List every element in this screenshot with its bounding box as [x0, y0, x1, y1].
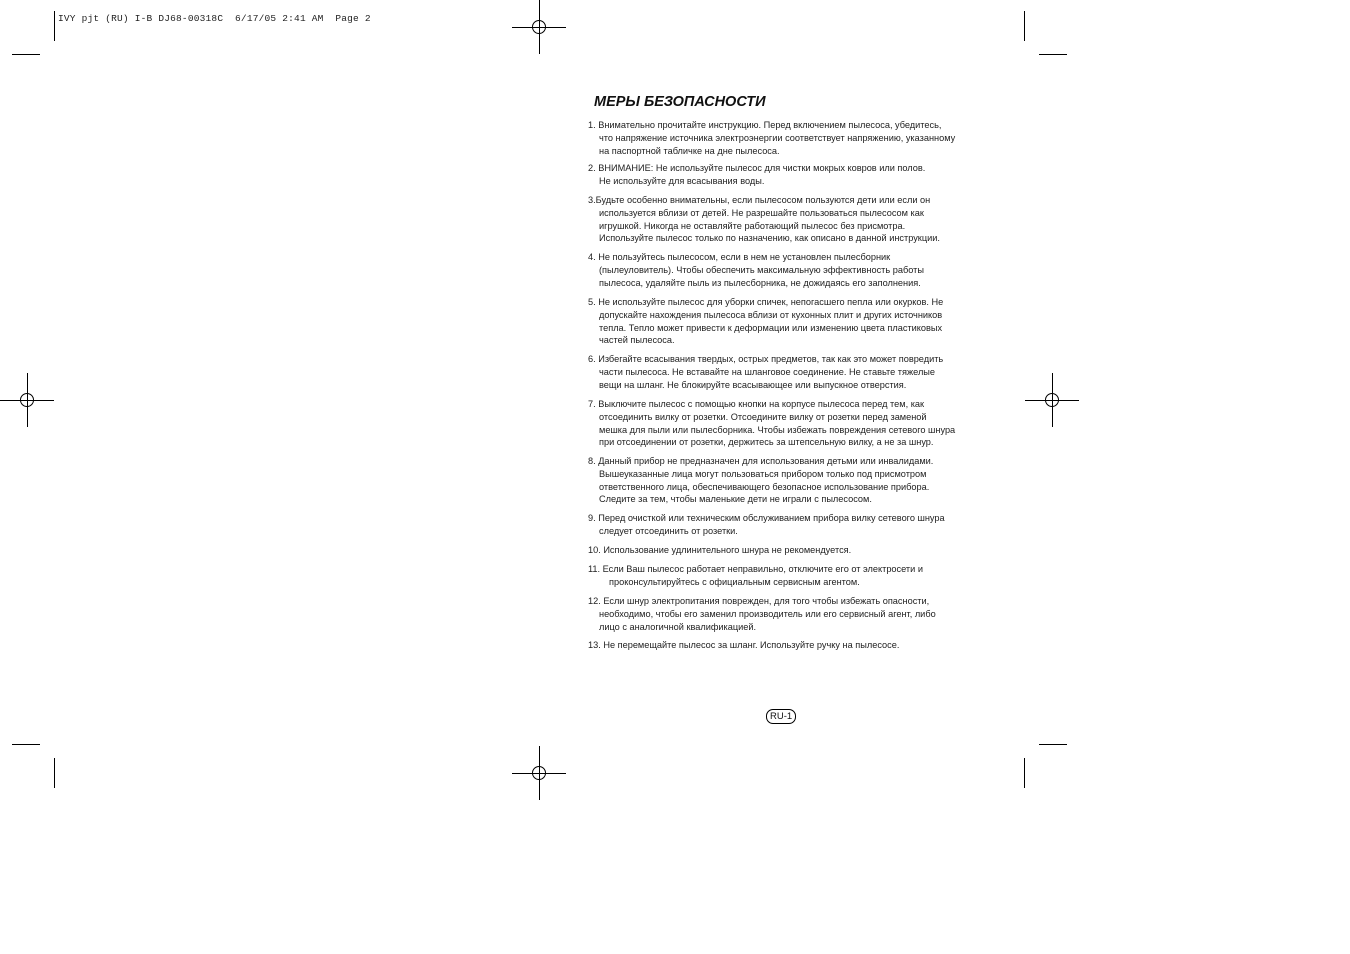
item-line: мешка для пыли или пылесборника. Чтобы избежать повреждения сетевого шнура [599, 424, 956, 435]
list-item [588, 251, 988, 289]
registration-mark-left [0, 373, 54, 427]
item-line: 9. Перед очисткой или техническим обслуживанием прибора вилку сетевого шнура [588, 513, 945, 523]
item-line: 7. Выключите пылесос с помощью кнопки на корпусе пылесоса перед тем, как [588, 399, 925, 409]
item-line: Не используйте для всасывания воды. [599, 175, 765, 186]
item-line: Используйте пылесос только по назначению, как описано в данной инструкции. [599, 233, 940, 244]
list-item [588, 162, 988, 188]
crop-mark [54, 11, 55, 41]
item-line: проконсультируйтесь с официальным сервисным агентом. [609, 576, 860, 587]
list-item [588, 512, 988, 538]
item-line: Вышеуказанные лица могут пользоваться прибором только под присмотром [599, 468, 927, 479]
item-line: 13. Не перемещайте пылесос за шланг. Используйте ручку на пылесосе. [588, 640, 900, 650]
crop-mark [1039, 54, 1067, 55]
list-item [588, 194, 988, 245]
item-line: вещи на шланг. Не блокируйте всасывающее или выпускное отверстия. [599, 379, 907, 390]
item-line: 3.Будьте особенно внимательны, если пылесосом пользуются дети или если он [588, 195, 931, 205]
item-line: Следите за тем, чтобы маленькие дети не играли с пылесосом. [599, 494, 872, 505]
item-line: отсоединить вилку от розетки. Отсоедините вилку от розетки перед заменой [599, 411, 927, 422]
item-line: тепла. Тепло может привести к деформации или изменению цвета пластиковых [599, 322, 943, 333]
item-line: частей пылесоса. [599, 335, 675, 346]
list-item [588, 544, 988, 557]
item-line: 2. ВНИМАНИЕ: Не используйте пылесос для чистки мокрых ковров или полов. [588, 163, 926, 173]
item-line: пылесоса, удаляйте пыль из пылесборника, не дожидаясь его заполнения. [599, 277, 921, 288]
page-title: МЕРЫ БЕЗОПАСНОСТИ [594, 94, 766, 110]
crop-mark [1039, 744, 1067, 745]
item-line: игрушкой. Никогда не оставляйте работающий пылесос без присмотра. [599, 220, 906, 231]
page-number-badge: RU-1 [766, 709, 796, 724]
item-line: 8. Данный прибор не предназначен для использования детьми или инвалидами. [588, 456, 934, 466]
item-line: части пылесоса. Не вставайте на шланговое соединение. Не ставьте тяжелые [599, 366, 936, 377]
list-item [588, 595, 988, 633]
crop-mark [1024, 11, 1025, 41]
list-item [588, 639, 988, 652]
registration-mark-bottom [512, 746, 566, 800]
item-line: следует отсоединить от розетки. [599, 525, 738, 536]
item-line: необходимо, чтобы его заменил производитель или его сервисный агент, либо [599, 608, 936, 619]
item-line: допускайте нахождения пылесоса вблизи от кухонных плит и других источников [599, 309, 943, 320]
item-line: на паспортной табличке на дне пылесоса. [599, 145, 780, 156]
list-item [588, 119, 988, 157]
item-line: 5. Не используйте пылесос для уборки спичек, непогасшего пепла или окурков. Не [588, 297, 944, 307]
item-line: при отсоединении от розетки, держитесь за штепсельную вилку, а не за шнур. [599, 437, 934, 448]
registration-mark-top [512, 0, 566, 54]
list-item [588, 563, 988, 589]
registration-mark-right [1025, 373, 1079, 427]
list-item [588, 398, 988, 449]
item-line: (пылеуловитель). Чтобы обеспечить максимальную эффективность работы [599, 264, 924, 275]
item-line: 12. Если шнур электропитания поврежден, для того чтобы избежать опасности, [588, 596, 930, 606]
item-line: 1. Внимательно прочитайте инструкцию. Перед включением пылесоса, убедитесь, [588, 120, 942, 130]
item-line: что напряжение источника электроэнергии соответствует напряжению, указанному [599, 132, 956, 143]
item-line: используется вблизи от детей. Не разрешайте пользоваться пылесосом как [599, 207, 924, 218]
crop-mark [54, 758, 55, 788]
crop-mark [12, 744, 40, 745]
print-slug-line: IVY pjt (RU) I-B DJ68-00318C 6/17/05 2:41 AM Page 2 [58, 13, 371, 24]
item-line: 4. Не пользуйтесь пылесосом, если в нем не установлен пылесборник [588, 252, 891, 262]
list-item [588, 296, 988, 347]
item-line: 10. Использование удлинительного шнура не рекомендуется. [588, 545, 852, 555]
list-item [588, 455, 988, 506]
item-line: лицо с аналогичной квалификацией. [599, 621, 757, 632]
item-line: 6. Избегайте всасывания твердых, острых предметов, так как это может повредить [588, 354, 944, 364]
crop-mark [12, 54, 40, 55]
crop-mark [1024, 758, 1025, 788]
item-line: ответственного лица, обеспечивающего безопасное использование прибора. [599, 481, 930, 492]
list-item [588, 353, 988, 391]
item-line: 11. Если Ваш пылесос работает неправильно, отключите его от электросети и [588, 564, 923, 574]
